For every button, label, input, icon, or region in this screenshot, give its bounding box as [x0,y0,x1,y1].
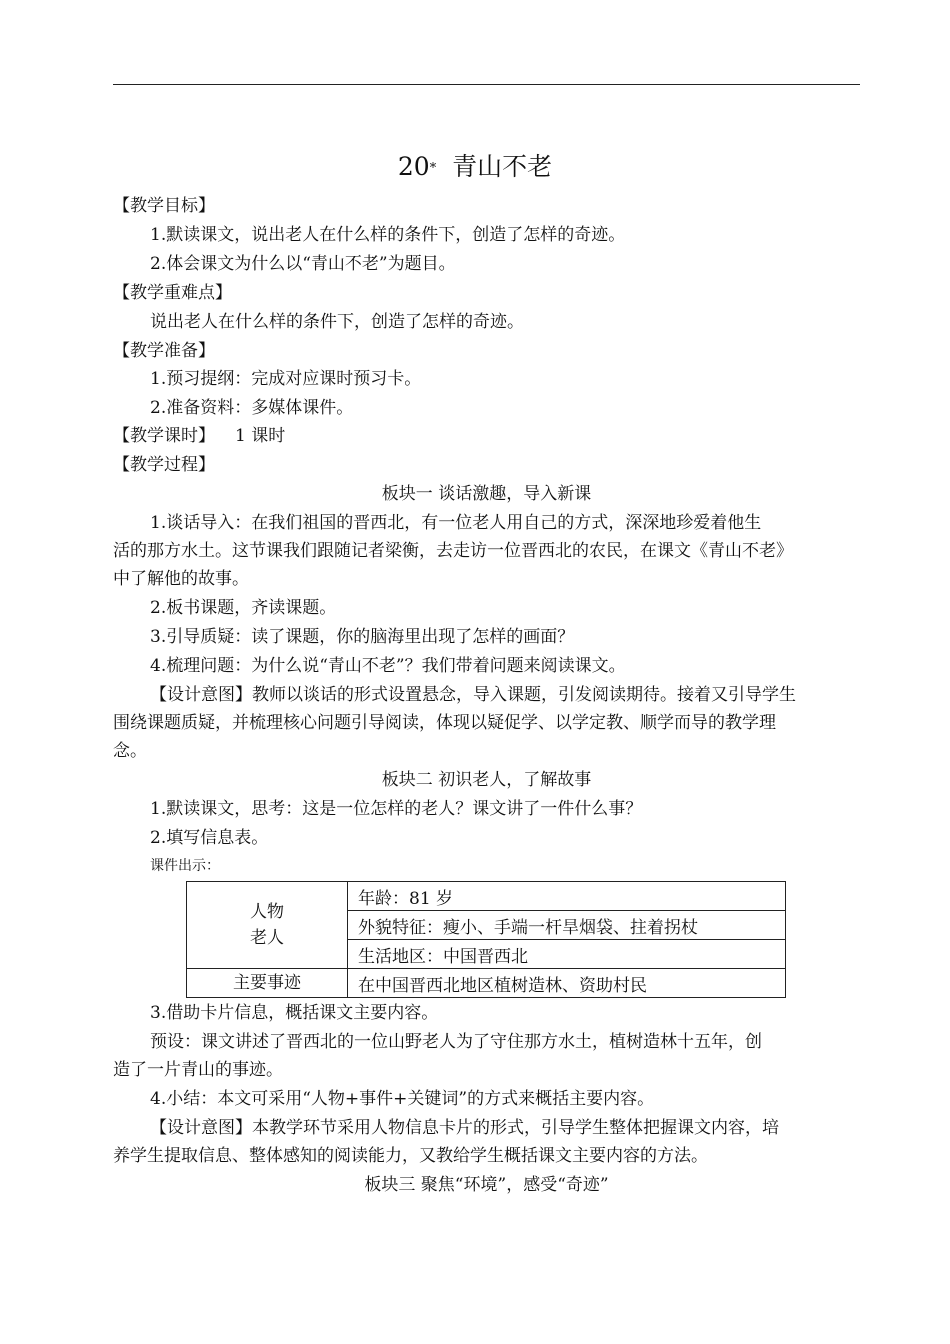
preset-line: 预设：课文讲述了晋西北的一位山野老人为了守住那方水土，植树造林十五年，创 [150,1032,762,1052]
block1-step: 2.板书课题，齐读课题。 [150,598,337,618]
block2-title: 板块二 初识老人，了解故事 [381,770,592,790]
goal-item: 1.默读课文，说出老人在什么样的条件下，创造了怎样的奇迹。 [150,225,626,245]
table-row [187,882,786,911]
prep-item: 2.准备资料：多媒体课件。 [150,398,354,418]
hours-heading: 【教学课时】 [113,426,215,446]
person-value: 老人 [250,928,284,948]
age-cell: 年龄：81 岁 [348,882,786,911]
block1-step: 4.梳理问题：为什么说“青山不老”？我们带着问题来阅读课文。 [150,656,626,676]
hours-value: 1 课时 [235,426,286,446]
goal-item: 2.体会课文为什么以“青山不老”为题目。 [150,254,456,274]
block1-step: 3.引导质疑：读了课题，你的脑海里出现了怎样的画面？ [150,627,575,647]
preset-line: 造了一片青山的事迹。 [113,1060,283,1080]
hours-line [113,424,285,448]
person-label: 人物 [250,902,284,922]
block1-design-line: 念。 [113,741,147,761]
deeds-value-cell: 在中国晋西北地区植树造林、资助村民 [348,969,786,998]
appearance-cell: 外貌特征：瘦小、手端一杆旱烟袋、拄着拐杖 [348,911,786,940]
deeds-label-cell: 主要事迹 [187,969,348,998]
block1-paragraph-line: 活的那方水土。这节课我们跟随记者梁衡，去走访一位晋西北的农民，在课文《青山不老》 [113,541,793,561]
block2-step: 1.默读课文，思考：这是一位怎样的老人？课文讲了一件什么事？ [150,799,643,819]
block2-design-line: 【设计意图】本教学环节采用人物信息卡片的形式，引导学生整体把握课文内容，培 [150,1118,779,1138]
prep-heading: 【教学准备】 [113,341,215,361]
process-heading: 【教学过程】 [113,455,215,475]
courseware-label: 课件出示： [150,858,220,874]
page-title: 20* 青山不老 [397,152,553,181]
block2-design-line: 养学生提取信息、整体感知的阅读能力，又教给学生概括课文主要内容的方法。 [113,1146,708,1166]
info-table [186,881,786,998]
key-text: 说出老人在什么样的条件下，创造了怎样的奇迹。 [150,312,524,332]
region-cell: 生活地区：中国晋西北 [348,940,786,969]
key-heading: 【教学重难点】 [113,283,232,303]
prep-item: 1.预习提纲：完成对应课时预习卡。 [150,369,422,389]
header-rule [113,84,860,85]
block1-paragraph-line: 中了解他的故事。 [113,569,249,589]
block1-title: 板块一 谈话激趣，导入新课 [381,484,592,504]
person-cell [187,882,348,969]
goals-heading: 【教学目标】 [113,196,215,216]
block2-step: 4.小结：本文可采用“人物+事件+关键词”的方式来概括主要内容。 [150,1089,655,1109]
block1-paragraph-line: 1.谈话导入：在我们祖国的晋西北，有一位老人用自己的方式，深深地珍爱着他生 [150,513,762,533]
block2-step: 2.填写信息表。 [150,828,269,848]
block1-design-line: 【设计意图】教师以谈话的形式设置悬念，导入课题，引发阅读期待。接着又引导学生 [150,685,796,705]
table-row [187,969,786,998]
block3-title: 板块三 聚焦“环境”，感受“奇迹” [364,1175,609,1195]
block2-step: 3.借助卡片信息，概括课文主要内容。 [150,1003,439,1023]
block1-design-line: 围绕课题质疑，并梳理核心问题引导阅读，体现以疑促学、以学定教、顺学而导的教学理 [113,713,776,733]
